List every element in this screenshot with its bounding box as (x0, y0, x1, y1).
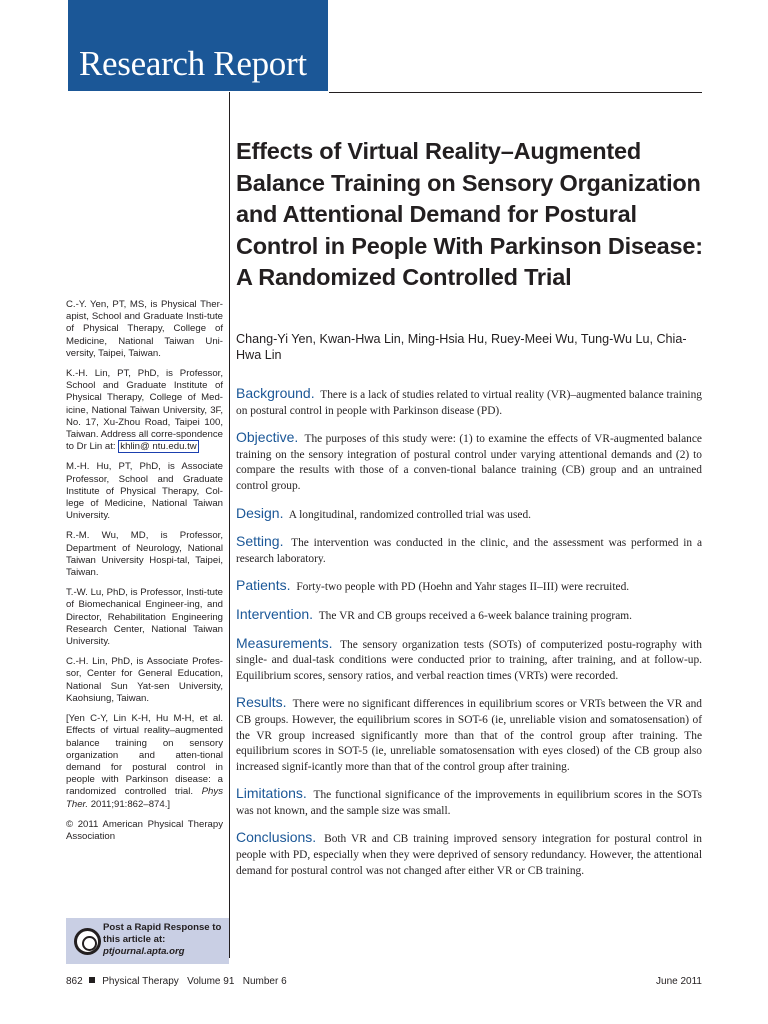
corresponding-email-link[interactable]: khlin@ ntu.edu.tw (120, 441, 197, 453)
citation-journal: Phys Ther. (66, 786, 223, 810)
footer-journal: Physical Therapy (102, 976, 179, 987)
affiliation-lin-corresponding (66, 368, 223, 453)
abstract-background (236, 386, 702, 419)
rapid-response-label: Post a Rapid Response to this article at: (103, 922, 222, 945)
abstract-text: Forty-two people with PD (Hoehn and Yahr stages II–III) were recruited. (296, 581, 630, 594)
abstract-text: The VR and CB groups received a 6-week balance training program. (318, 609, 632, 622)
abstract-heading: Results. (236, 694, 287, 711)
abstract-text: The sensory organization tests (SOTs) of computerized postu-rography with single- and dual-task conditions were conducted prior to training, after training, and at follow-up. Equilibrium scores, sensory ratios, and verbal reaction times (VRTs) were recorded. (236, 638, 702, 682)
abstract-conclusions (236, 830, 702, 879)
article-title: Effects of Virtual Reality–Augmented Balance Training on Sensory Organization and Attentional Demand for Postural Control in People With Parkinson Disease: A Randomized Controlled Trial (236, 138, 703, 290)
author-sidebar (66, 299, 223, 851)
footer-date: June 2011 (656, 976, 702, 987)
affiliation-lu: T.-W. Lu, PhD, is Professor, Insti-tute of Biomechanical Engineer-ing, and Director, Rehabilitation Engineering Research Center, National Taiwan University. (66, 587, 223, 648)
abstract-setting (236, 534, 702, 567)
page-footer (66, 976, 702, 987)
abstract-text: Both VR and CB training improved sensory integration for postural control in people with PD, especially when they were deprived of sensory redundancy. However, the attentional demand for postural control was not changed after either VR or CB training. (236, 833, 702, 877)
abstract-text: The intervention was conducted in the clinic, and the assessment was performed in a research laboratory. (236, 537, 702, 565)
abstract-heading: Conclusions. (236, 829, 317, 846)
abstract-text: The functional significance of the improvements in equilibrium scores in the SOTs was not known, and the sample size was small. (236, 789, 702, 817)
affiliation-hu: M.-H. Hu, PT, PhD, is Associate Professor, School and Graduate Institute of Physical Therapy, Col-lege of Medicine, National Taiwan University. (66, 461, 223, 522)
footer-volume: Volume 91 (187, 976, 235, 987)
abstract-heading: Design. (236, 504, 284, 521)
article-authors: Chang-Yi Yen, Kwan-Hwa Lin, Ming-Hsia Hu, Ruey-Meei Wu, Tung-Wu Lu, Chia-Hwa Lin (236, 332, 687, 362)
footer-separator-square (89, 977, 95, 983)
affiliation-yen: C.-Y. Yen, PT, MS, is Physical Ther-apist, School and Graduate Insti-tute of Physical Therapy, College of Medicine, National Taiwan Uni-versity, Taipei, Taiwan. (66, 299, 223, 359)
abstract-intervention (236, 607, 702, 625)
abstract-objective (236, 430, 702, 494)
abstract (236, 386, 702, 890)
abstract-results (236, 695, 702, 775)
column-divider (229, 92, 230, 958)
abstract-measurements (236, 636, 702, 685)
abstract-heading: Setting. (236, 533, 284, 550)
abstract-heading: Measurements. (236, 634, 333, 651)
rapid-response-link[interactable]: ptjournal.apta.org (103, 946, 185, 957)
header-rule (329, 92, 702, 93)
abstract-heading: Patients. (236, 577, 291, 594)
abstract-text: There is a lack of studies related to virtual reality (VR)–augmented balance training on postural control in people with Parkinson disease (PD). (236, 389, 702, 417)
abstract-heading: Intervention. (236, 605, 314, 622)
affiliation-c-lin: C.-H. Lin, PhD, is Associate Profes-sor, Center for General Education, National Sun Yat-sen University, Kaohsiung, Taiwan. (66, 656, 223, 704)
rapid-response-text (103, 922, 227, 958)
affiliation-wu: R.-M. Wu, MD, is Professor, Department of Neurology, National Taiwan University Hospi-tal, Taipei, Taiwan. (66, 530, 223, 579)
corresponding-author-text: K.-H. Lin, PT, PhD, is Professor, School and Graduate Institute of Physical Therapy, College of Med-icine, National Taiwan University, 3F, No. 17, Xu-Zhou Road, Taipei 100, Taiwan. Address all corre-spondence to Dr Lin at: (66, 368, 223, 453)
section-banner-label: Research Report (79, 44, 307, 83)
copyright: © 2011 American Physical Therapy Association (66, 818, 223, 842)
abstract-heading: Background. (236, 385, 315, 401)
citation-text: [Yen C-Y, Lin K-H, Hu M-H, et al. Effects of virtual reality–augmented balance training on sensory organization and atten-tional demand for postural control in people with Parkinson disease: a randomized controlled trial. (66, 713, 223, 798)
section-banner (68, 0, 328, 91)
citation-details: 2011;91:862–874.] (90, 798, 171, 810)
abstract-text: The purposes of this study were: (1) to examine the effects of VR-augmented balance training on the sensory integration of postural control under varying attentional demands and (2) to compare the results with those of a conven-tional balance training (CB) group and an untrained control group. (236, 433, 702, 492)
citation (66, 713, 223, 811)
abstract-heading: Limitations. (236, 785, 307, 802)
abstract-design (236, 506, 702, 524)
abstract-text: A longitudinal, randomized controlled trial was used. (288, 508, 531, 521)
abstract-heading: Objective. (236, 429, 299, 446)
rapid-response-box[interactable] (66, 918, 229, 964)
abstract-limitations (236, 786, 702, 819)
rapid-response-icon (74, 928, 101, 955)
page-number: 862 (66, 976, 83, 987)
abstract-patients (236, 578, 702, 596)
abstract-text: There were no significant differences in equilibrium scores or VRTs between the VR and CB groups. However, the equilibrium scores in SOT-6 (ie, unreliable vision and somatosensation) of the VR group increased significantly more than that of the control group after training. The equilibrium scores in SOT-5 (ie, unreliable somatosensation with eyes closed) of the CB group also increased signif-icantly more than that of the control group after training. (236, 698, 702, 773)
footer-number: Number 6 (242, 976, 287, 987)
